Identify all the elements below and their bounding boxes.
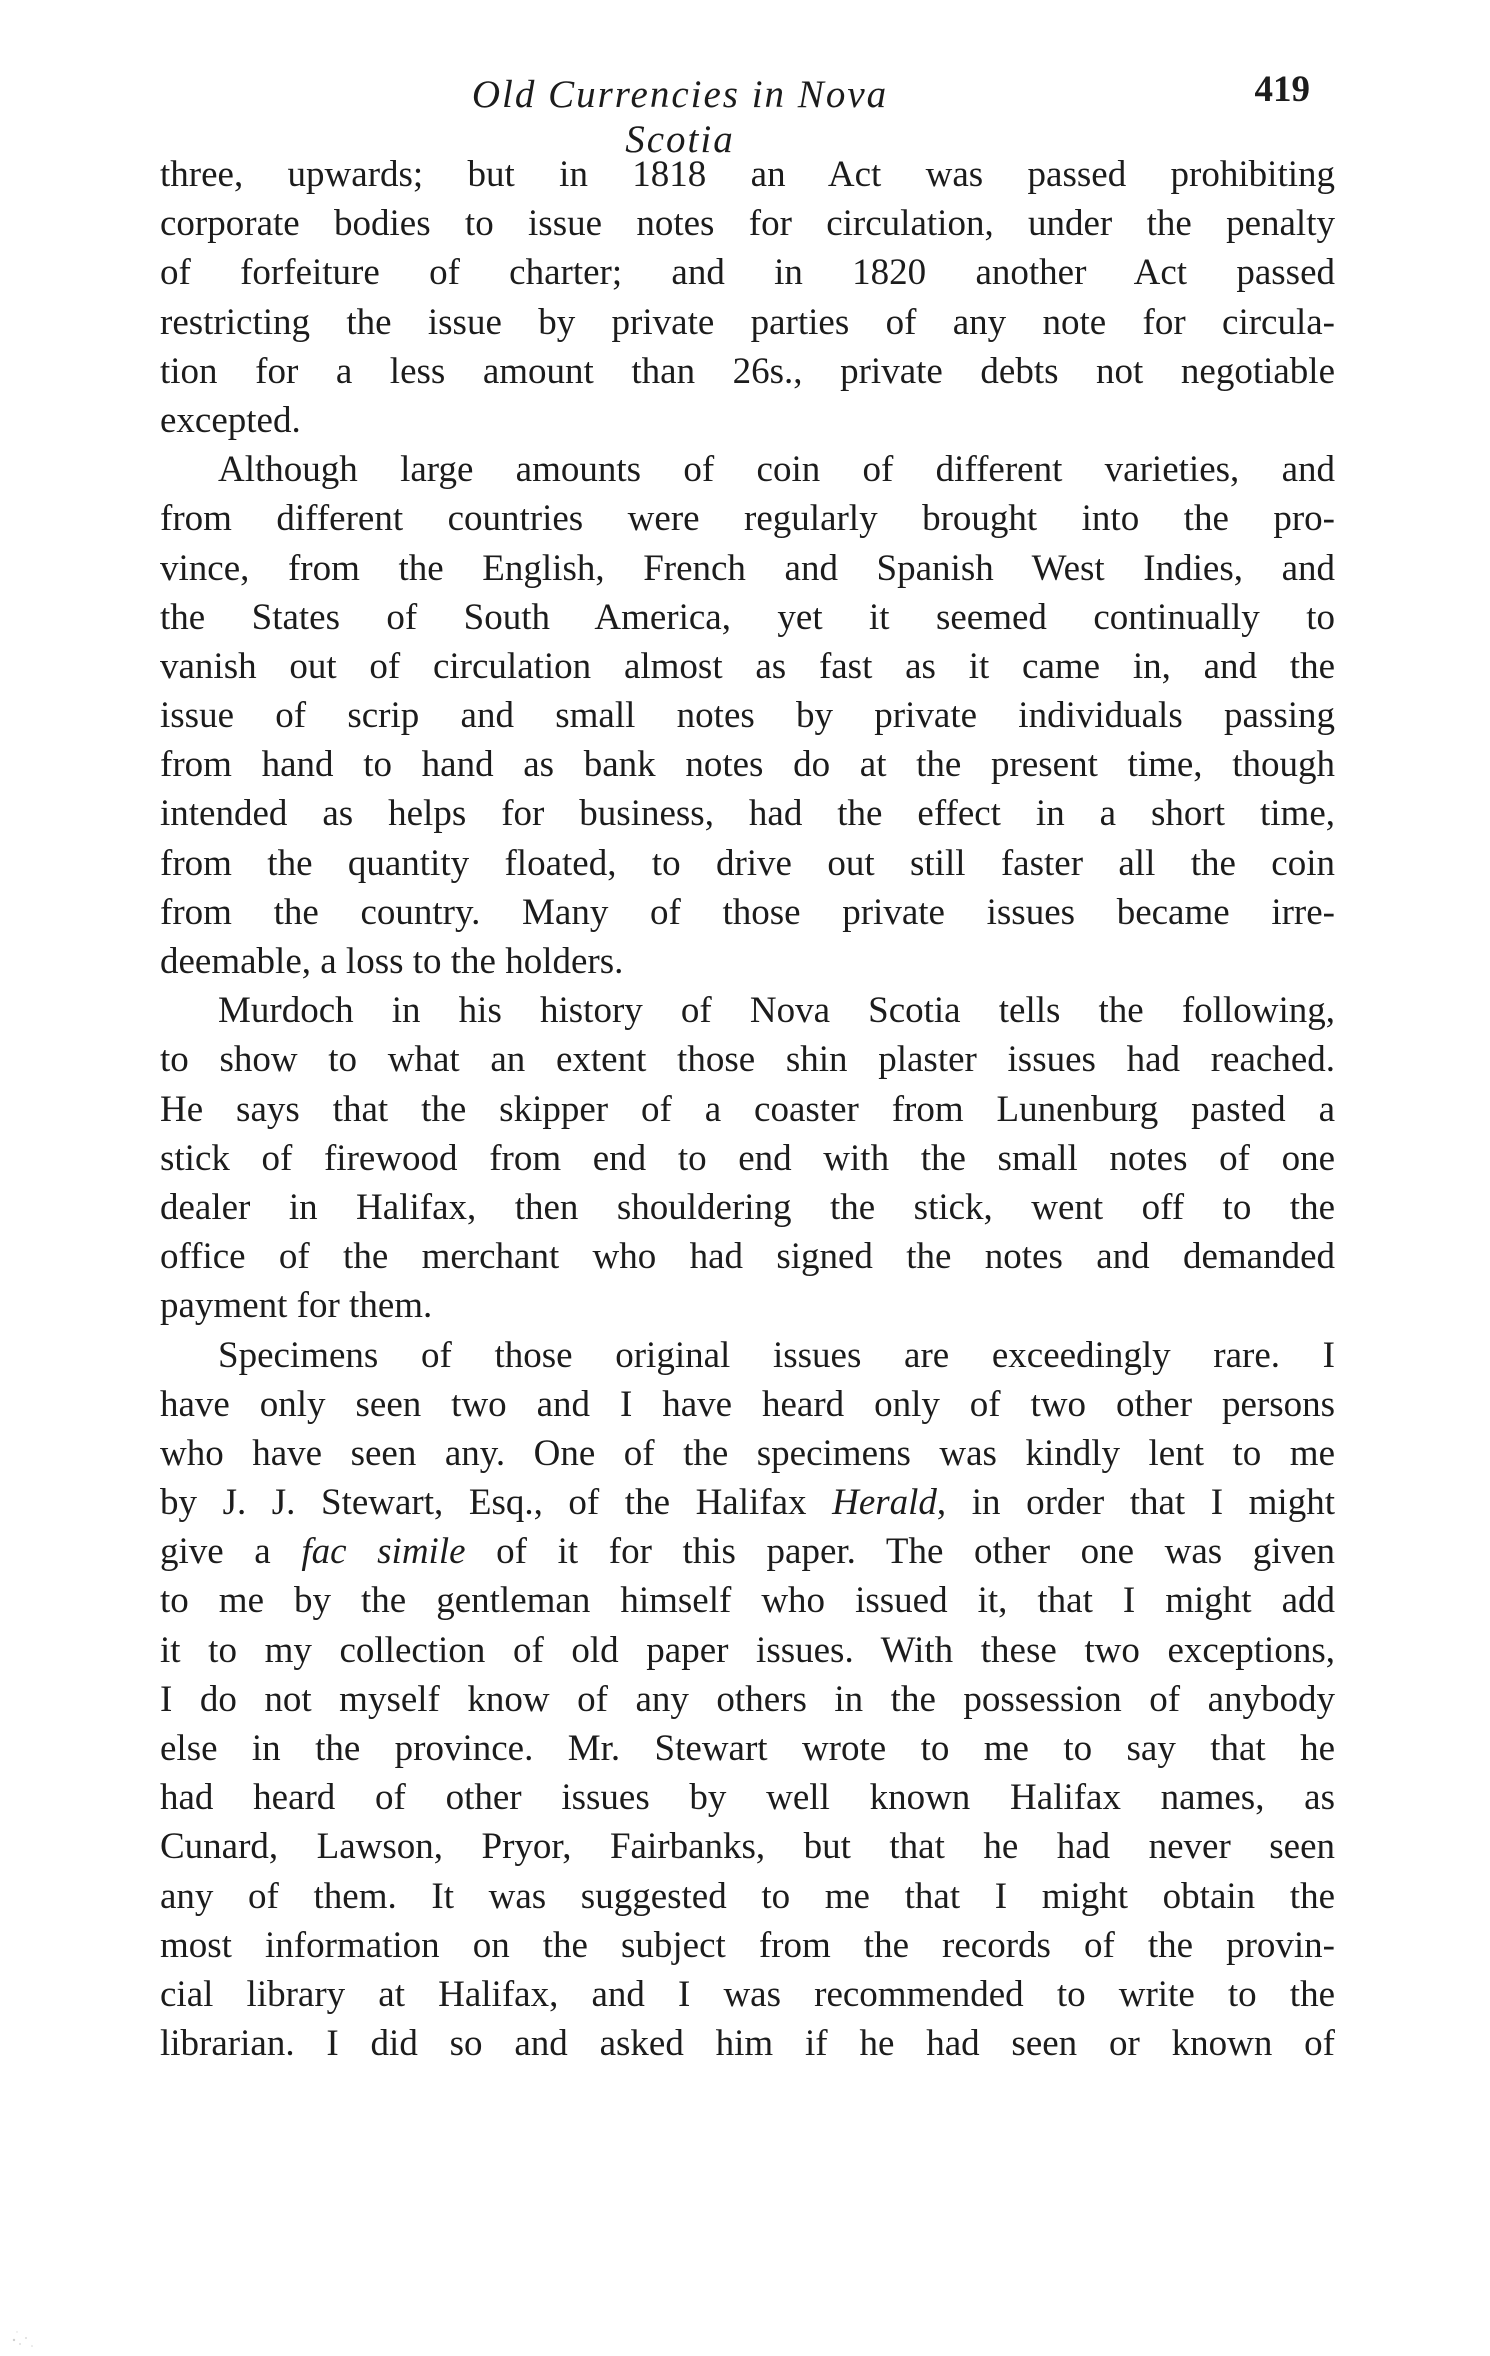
text-line: to show to what an extent those shin plaster issues had reached. [160,1039,1335,1081]
text-line: I do not myself know of any others in the possession of anybody [160,1678,1335,1720]
text-line: Although large amounts of coin of different varieties, and [218,449,1335,491]
text-line: from hand to hand as bank notes do at the present time, though [160,744,1335,786]
text-line: who have seen any. One of the specimens was kindly lent to me [160,1432,1335,1474]
text-line: most information on the subject from the records of the provin- [160,1924,1335,1966]
page-header [160,69,1335,161]
text-line: librarian. I did so and asked him if he had seen or known of [160,2023,1335,2065]
text-line: the States of South America, yet it seemed continually to [160,596,1335,638]
page-number: 419 [1254,69,1310,110]
paragraph [160,1331,1335,2069]
text-line: stick of firewood from end to end with the small notes of one [160,1137,1335,1179]
text-line: vince, from the English, French and Spanish West Indies, and [160,547,1335,589]
text-line: deemable, a loss to the holders. [160,941,624,982]
text-line: to me by the gentleman himself who issued it, that I might add [160,1580,1335,1622]
text-line: from different countries were regularly brought into the pro- [160,498,1335,540]
text-line: three, upwards; but in 1818 an Act was passed prohibiting [160,154,1335,195]
text-line: Cunard, Lawson, Pryor, Fairbanks, but that he had never seen [160,1826,1335,1868]
text-line: excepted. [160,399,301,441]
text-line: else in the province. Mr. Stewart wrote to me to say that he [160,1728,1335,1769]
text-line: payment for them. [160,1285,433,1327]
text-line: dealer in Halifax, then shouldering the stick, went off to the [160,1186,1335,1228]
paragraph [160,986,1335,1330]
text-line: He says that the skipper of a coaster from Lunenburg pasted a [160,1088,1335,1130]
paper-speck-mark [6,2310,46,2350]
italic-title: Herald [832,1482,937,1524]
running-title: Old Currencies in Nova Scotia [471,73,889,161]
text-line: it to my collection of old paper issues. With these two exceptions, [160,1629,1335,1671]
text-line: from the country. Many of those private issues became irre- [160,891,1335,933]
text-line: by J. J. Stewart, Esq., of the Halifax Herald, in order that I might [160,1482,1335,1524]
text-line: have only seen two and I have heard only of two other persons [160,1383,1335,1425]
text-line: corporate bodies to issue notes for circulation, under the penalty [160,203,1335,245]
text-line: Murdoch in his history of Nova Scotia tells the following, [218,990,1335,1032]
text-line: vanish out of circulation almost as fast as it came in, and the [160,645,1335,687]
text-line: give a fac simile of it for this paper. The other one was given [160,1531,1336,1573]
text-line: office of the merchant who had signed the notes and demanded [160,1236,1335,1278]
text-line: cial library at Halifax, and I was recommended to write to the [160,1973,1335,2015]
paragraph [160,445,1335,986]
text-line: issue of scrip and small notes by private individuals passing [160,695,1335,737]
text-line: from the quantity floated, to drive out still faster all the coin [160,842,1335,884]
paragraph [160,150,1335,445]
text-line: Specimens of those original issues are exceedingly rare. I [218,1334,1335,1376]
text-line: restricting the issue by private parties of any note for circula- [160,301,1335,343]
text-line: tion for a less amount than 26s., private debts not negotiable [160,350,1335,392]
italic-title: fac simile [301,1531,466,1573]
text-line: any of them. It was suggested to me that I might obtain the [160,1875,1335,1917]
text-line: of forfeiture of charter; and in 1820 another Act passed [160,252,1335,294]
text-line: intended as helps for business, had the effect in a short time, [160,793,1335,835]
text-line: had heard of other issues by well known Halifax names, as [160,1777,1335,1819]
body-text [160,150,1335,2068]
